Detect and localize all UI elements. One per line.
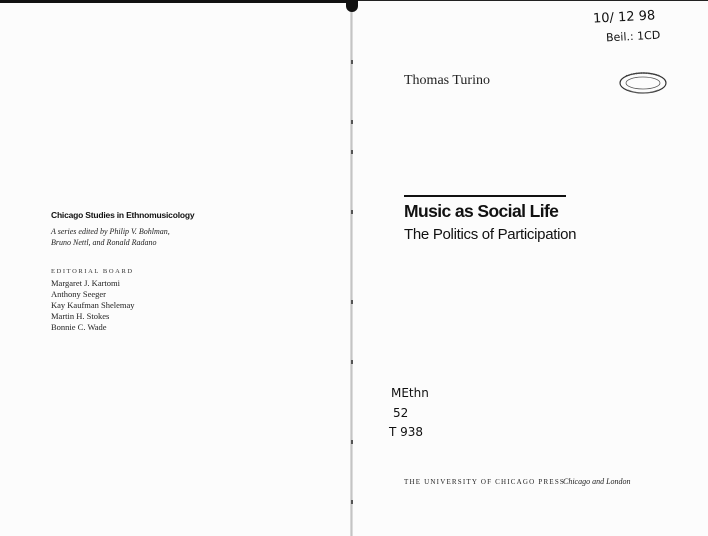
spine-shadow	[346, 0, 358, 12]
board-member: Martin H. Stokes	[51, 311, 110, 321]
spine-mark	[351, 120, 353, 124]
spine-mark	[351, 440, 353, 444]
board-member: Anthony Seeger	[51, 289, 107, 299]
spine-mark	[351, 360, 353, 364]
spine-mark	[351, 60, 353, 64]
top-edge-right	[352, 0, 708, 1]
series-editors-line: Bruno Nettl, and Ronald Radano	[51, 238, 157, 247]
spine-mark	[351, 500, 353, 504]
title-rule	[404, 195, 566, 197]
handwritten-call-number: T 938	[389, 425, 424, 439]
board-member: Kay Kaufman Shelemay	[51, 300, 135, 310]
top-edge-left	[0, 0, 352, 3]
board-member: Bonnie C. Wade	[51, 322, 107, 332]
editorial-board-list	[51, 278, 135, 333]
spine-mark	[351, 150, 353, 154]
spine-mark	[351, 210, 353, 214]
handwritten-call-number: MEthn	[391, 386, 429, 400]
board-member: Margaret J. Kartomi	[51, 278, 121, 288]
spine-mark	[351, 300, 353, 304]
publisher-name: THE UNIVERSITY OF CHICAGO PRESS	[404, 478, 566, 486]
series-editors	[51, 226, 170, 248]
handwritten-beilage: Beil.: 1CD	[605, 28, 661, 45]
series-editors-line: A series edited by Philip V. Bohlman,	[51, 227, 170, 236]
book-spine	[350, 0, 353, 536]
series-title: Chicago Studies in Ethnomusicology	[51, 210, 195, 220]
handwritten-date: 10/ 12 98	[592, 8, 656, 27]
book-title: Music as Social Life	[404, 201, 559, 221]
publisher-place: Chicago and London	[563, 477, 631, 486]
editorial-board-heading: EDITORIAL BOARD	[51, 268, 134, 275]
library-stamp	[618, 70, 668, 96]
author-name: Thomas Turino	[404, 73, 490, 88]
book-subtitle: The Politics of Participation	[404, 226, 577, 243]
handwritten-call-number: 52	[393, 406, 409, 420]
